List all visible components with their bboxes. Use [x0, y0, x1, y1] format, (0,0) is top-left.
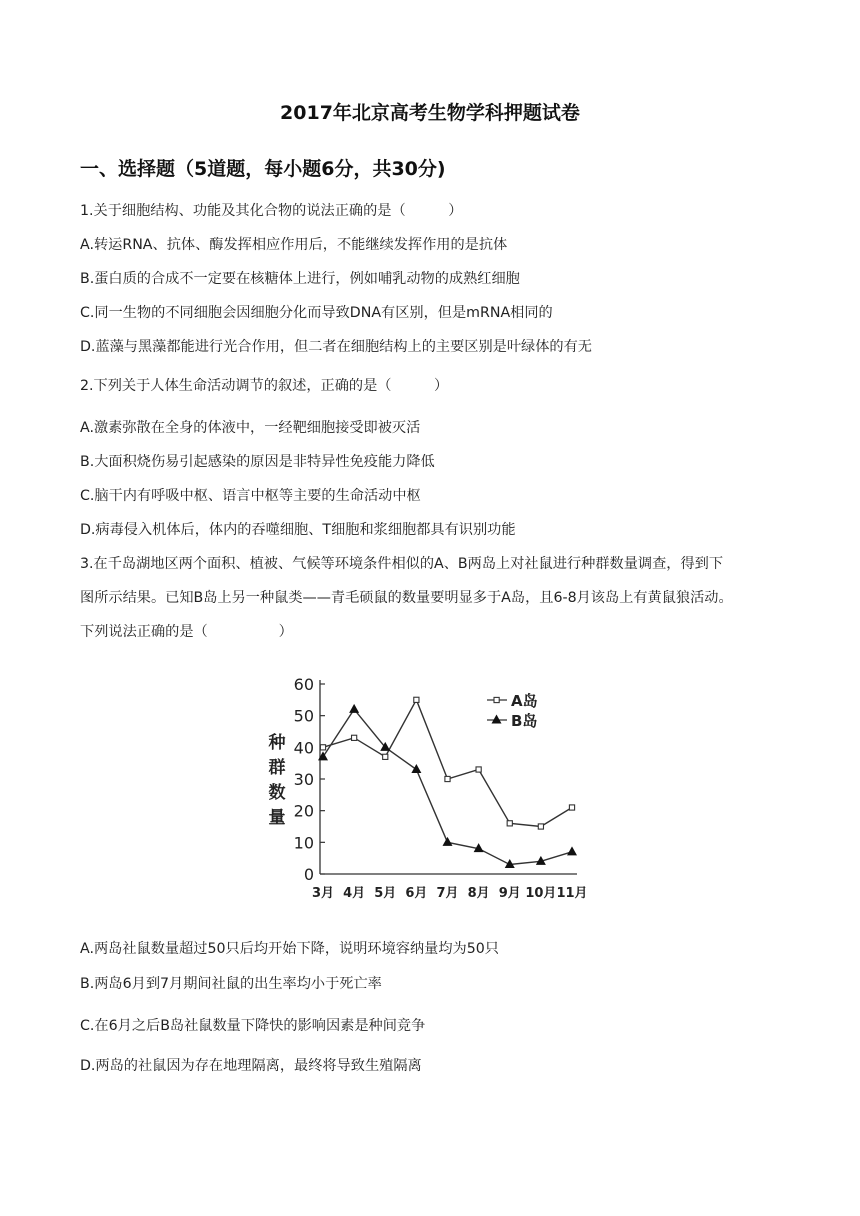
x-tick-label: 4月: [343, 886, 366, 901]
y-tick-label: 50: [293, 706, 314, 726]
question-1-option-a: A.转运RNA、抗体、酶发挥相应作用后，不能继续发挥作用的是抗体: [80, 237, 508, 253]
question-3-option-b: B.两岛6月到7月期间社鼠的出生率均小于死亡率: [80, 976, 382, 992]
y-axis-label-char: 群: [268, 758, 286, 778]
data-point-a: [476, 767, 481, 772]
question-1-option-c: C.同一生物的不同细胞会因细胞分化而导致DNA有区别，但是mRNA相同的: [80, 305, 553, 321]
data-point-a: [383, 754, 388, 759]
legend-label: A岛: [511, 692, 538, 710]
question-3-stem-line-2: 图所示结果。已知B岛上另一种鼠类——青毛硕鼠的数量要明显多于A岛，且6-8月该岛上有黄鼠狼活动。: [80, 590, 733, 606]
question-1-option-b: B.蛋白质的合成不一定要在核糖体上进行，例如哺乳动物的成熟红细胞: [80, 271, 520, 287]
chart-legend: [487, 692, 538, 730]
document-title: 2017年北京高考生物学科押题试卷: [280, 102, 580, 124]
data-point-a: [445, 776, 450, 781]
x-tick-label: 7月: [436, 886, 459, 901]
y-axis-label: [268, 733, 286, 828]
data-point-a: [507, 821, 512, 826]
y-tick-label: 30: [293, 770, 314, 789]
x-axis-ticks: [312, 886, 588, 901]
legend-marker-a: [494, 697, 499, 702]
y-tick-label: 10: [293, 833, 314, 853]
question-3-stem-line-3: 下列说法正确的是（ ）: [80, 624, 293, 640]
y-tick-label: 20: [293, 801, 314, 821]
question-2-option-a: A.激素弥散在全身的体液中，一经靶细胞接受即被灭活: [80, 420, 421, 436]
y-axis-label-char: 量: [268, 808, 286, 828]
section-heading: 一、选择题（5道题，每小题6分，共30分): [80, 158, 446, 180]
series-markers: [318, 697, 577, 868]
x-tick-label: 6月: [405, 886, 428, 901]
x-tick-label: 3月: [311, 886, 335, 901]
y-axis-label-char: 种: [268, 733, 286, 753]
question-1-stem: 1.关于细胞结构、功能及其化合物的说法正确的是（ ）: [80, 203, 463, 219]
x-tick-label: 9月: [498, 886, 521, 901]
question-3-option-c: C.在6月之后B岛社鼠数量下降快的影响因素是种间竞争: [80, 1018, 426, 1034]
y-tick-label: 40: [293, 738, 314, 758]
question-3-option-a: A.两岛社鼠数量超过50只后均开始下降，说明环境容纳量均为50只: [80, 941, 499, 957]
data-point-a: [352, 735, 357, 740]
legend-marker-b: [492, 715, 502, 724]
question-2-option-c: C.脑干内有呼吸中枢、语言中枢等主要的生命活动中枢: [80, 488, 421, 504]
data-point-a: [320, 745, 325, 750]
y-tick-label: 0: [303, 865, 314, 884]
x-tick-label: 5月: [374, 886, 397, 901]
question-3-stem-line-1: 3.在千岛湖地区两个面积、植被、气候等环境条件相似的A、B两岛上对社鼠进行种群数量调查，得到下: [80, 556, 724, 572]
legend-label: B岛: [511, 712, 538, 730]
question-2-stem: 2.下列关于人体生命活动调节的叙述，正确的是（ ）: [80, 378, 449, 394]
x-tick-label: 8月: [467, 886, 490, 901]
question-1-option-d: D.蓝藻与黑藻都能进行光合作用，但二者在细胞结构上的主要区别是叶绿体的有无: [80, 339, 592, 355]
y-tick-label: 60: [293, 675, 314, 694]
question-2-option-d: D.病毒侵入机体后，体内的吞噬细胞、T细胞和浆细胞都具有识别功能: [80, 522, 516, 538]
y-axis-label-char: 数: [268, 783, 286, 803]
data-point-a: [414, 697, 419, 702]
data-point-a: [569, 805, 574, 810]
x-tick-label: 10月: [525, 886, 557, 901]
data-point-b: [567, 846, 577, 855]
data-point-a: [538, 824, 543, 829]
question-2-option-b: B.大面积烧伤易引起感染的原因是非特异性免疫能力降低: [80, 454, 435, 470]
population-line-chart: [255, 668, 605, 908]
x-tick-label: 11月: [556, 886, 588, 901]
data-point-b: [443, 837, 453, 846]
question-3-option-d: D.两岛的社鼠因为存在地理隔离，最终将导致生殖隔离: [80, 1058, 422, 1074]
data-point-b: [411, 764, 421, 773]
data-point-b: [349, 704, 359, 713]
